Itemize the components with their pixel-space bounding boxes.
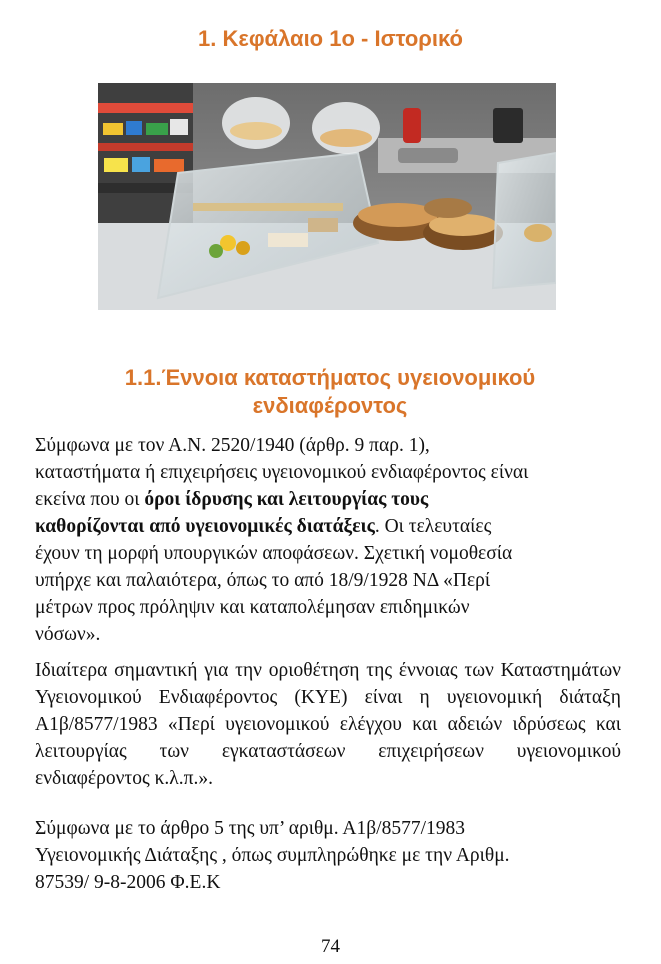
paragraph-line: Σύμφωνα με τον Α.Ν. 2520/1940 (άρθρ. 9 παρ. 1),	[35, 435, 430, 456]
paragraph-line	[35, 513, 625, 540]
paragraph-line: καταστήματα ή επιχειρήσεις υγειονομικού ενδιαφέροντος είναι	[35, 462, 529, 483]
paragraph-line	[35, 486, 625, 513]
chapter-title: 1. Κεφάλαιο 1ο - Ιστορικό	[198, 26, 463, 51]
bold-phrase: όροι ίδρυσης και λειτουργίας τους	[144, 489, 429, 510]
section-title-line-2: ενδιαφέροντος	[252, 393, 408, 418]
paragraph-text: εκείνα που οι	[35, 489, 145, 510]
cafe-display-photo	[98, 83, 556, 310]
paragraph-text: . Οι τελευταίες	[374, 516, 492, 537]
paragraph-line: μέτρων προς πρόληψιν και καταπολέμησαν επιδημικών	[35, 597, 470, 618]
paragraph-line: Σύμφωνα με το άρθρο 5 της υπ’ αριθμ. Α1β/8577/1983	[35, 818, 466, 839]
paragraph-line: νόσων».	[35, 624, 101, 645]
section-title-line-1: 1.1.Έννοια καταστήματος υγειονομικού	[124, 365, 536, 390]
paragraph-line: έχουν τη μορφή υπουργικών αποφάσεων. Σχετική νομοθεσία	[35, 543, 513, 564]
paragraph-line: Υγειονομικής Διάταξης , όπως συμπληρώθηκε με την Αριθμ.	[35, 845, 510, 866]
section-title	[60, 364, 600, 420]
bold-phrase: καθορίζονται από υγειονομικές διατάξεις	[35, 516, 375, 537]
paragraph-2: Ιδιαίτερα σημαντική για την οριοθέτηση της έννοιας των Καταστημάτων Υγειονομικού Ενδιαφέροντος (ΚΥΕ) είναι η υγειονομική διάταξη Α1β/8577/1983 «Περί υγειονομικού ελέγχου και αδειών ιδρύσεως και λειτουργίας των εγκαταστάσεων επιχειρήσεων υγειονομικού ενδιαφέροντος κ.λ.π.».	[35, 660, 621, 789]
paragraph-3	[35, 815, 635, 896]
paragraph-1	[35, 432, 625, 648]
paragraph-line: 87539/ 9-8-2006 Φ.Ε.Κ	[35, 872, 221, 893]
paragraph-line: υπήρχε και παλαιότερα, όπως το από 18/9/1928 ΝΔ «Περί	[35, 570, 491, 591]
page-number: 74	[321, 936, 340, 957]
